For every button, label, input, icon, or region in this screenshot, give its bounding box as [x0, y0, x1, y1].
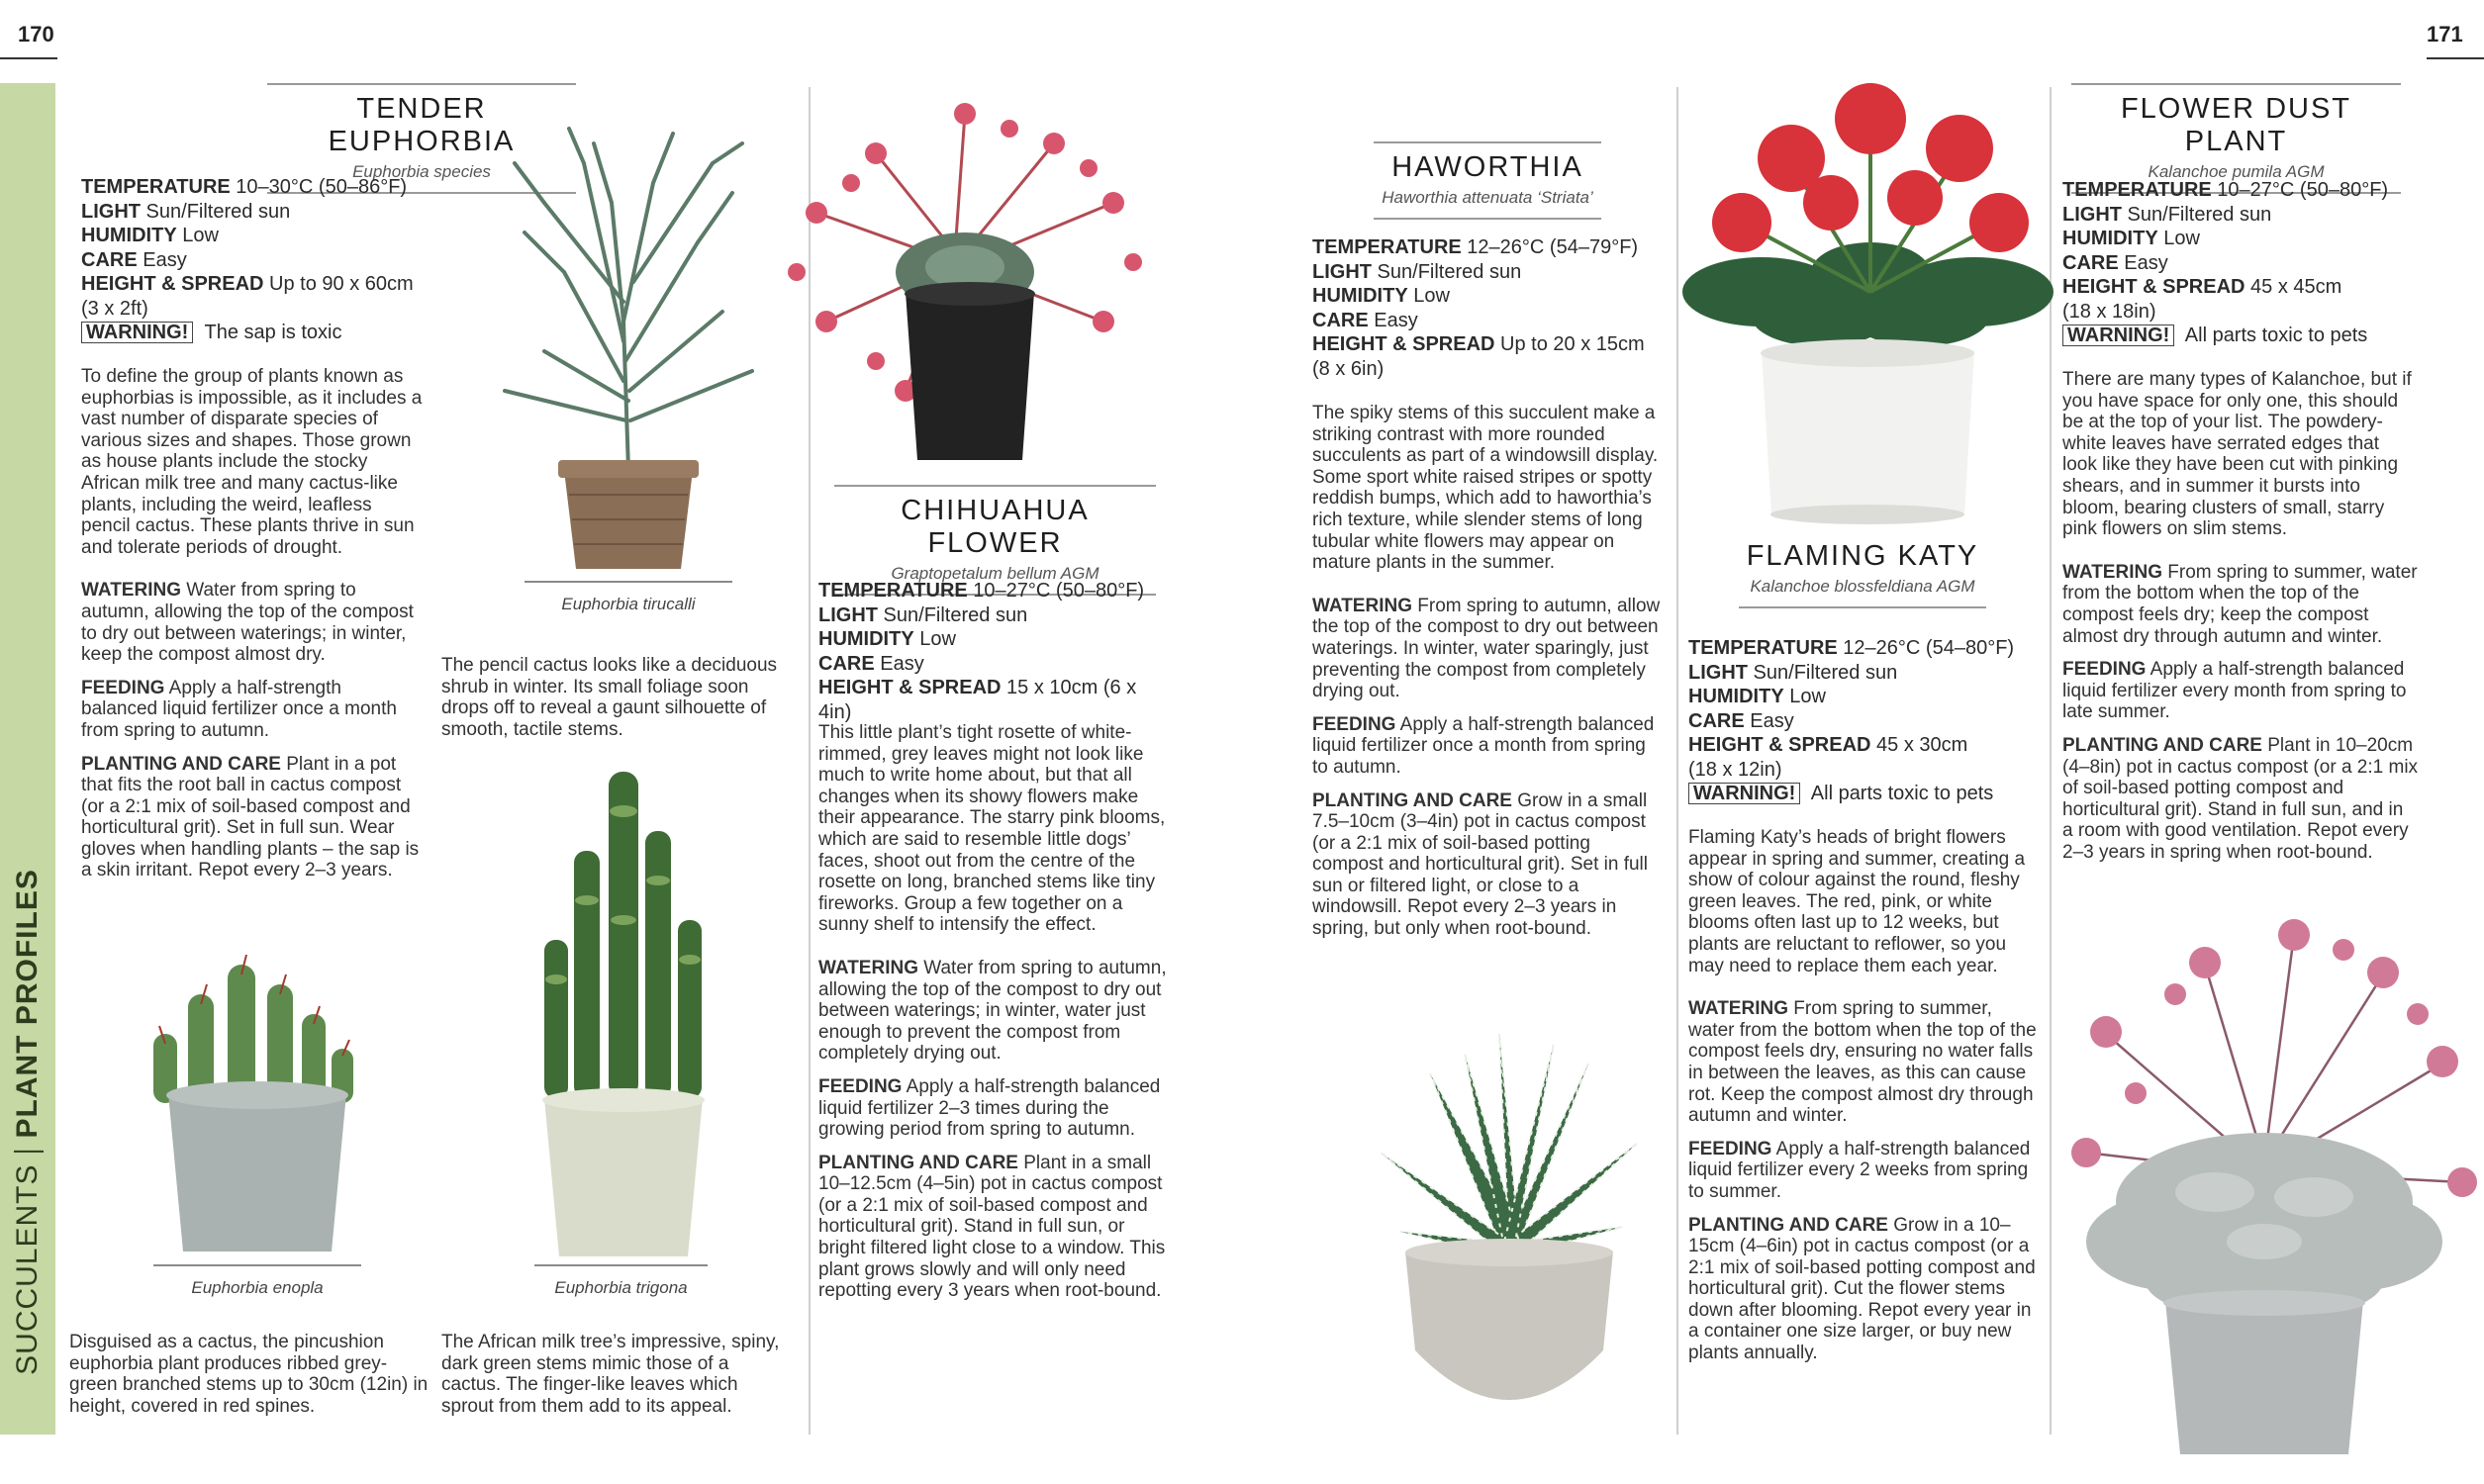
fact-temperature: TEMPERATURE 10–27°C (50–80°F): [818, 580, 1145, 602]
plant-subtitle: Graptopetalum bellum AGM: [891, 564, 1099, 583]
plant-title: TENDER EUPHORBIA: [328, 93, 516, 157]
haworthia-title-block: [1374, 141, 1601, 220]
fact-temperature: TEMPERATURE 10–27°C (50–80°F): [2062, 179, 2389, 201]
euphorbia-trigona-description: The African milk tree’s impressive, spiny, dark green stems mimic those of a cactus. The finger-like leaves which sprout from them add to its appeal.: [441, 1332, 780, 1417]
fact-care: CARE Easy: [818, 652, 924, 675]
haworthia-body: [1312, 403, 1664, 940]
planting-paragraph: PLANTING AND CARE Plant in a small 10–12.5cm (4–5in) pot in cactus compost (or a 2:1 mix of soil-based compost and horticultural grit). Stand in full sun, or bright filtered light close to a window. This plant grows slowly and will only need repotting every 3 years when root-bound.: [818, 1152, 1166, 1302]
intro-paragraph: The spiky stems of this succulent make a striking contrast with more rounded succulents as part of a windowsill display. Some sport white raised stripes or spotty reddish bumps, which add to haworthia’s rich texture, while slender stems of long tubular white flowers may appear on mature plants in the summer.: [1312, 403, 1659, 574]
plant-subtitle: Euphorbia species: [352, 162, 491, 181]
fact-height-spread: HEIGHT & SPREAD Up to 90 x 60cm (3 x 2ft): [81, 273, 414, 320]
fact-light: LIGHT Sun/Filtered sun: [818, 603, 1028, 626]
watering-paragraph: WATERING From spring to summer, water from the bottom when the top of the compost feels dry; keep the compost almost dry through autumn and winter.: [2062, 561, 2418, 647]
watering-paragraph: WATERING Water from spring to autumn, allowing the top of the compost to dry out between waterings; in winter, water just enough to prevent the compost from completely drying out.: [818, 957, 1167, 1065]
haworthia-facts: [1312, 235, 1664, 381]
flower-dust-plant-body: [2062, 369, 2419, 863]
euphorbia-tirucalli-caption: Euphorbia tirucalli: [525, 581, 732, 614]
haworthia-image: [1371, 1014, 1648, 1439]
fact-care: CARE Easy: [1312, 309, 1418, 331]
flaming-katy-facts: [1688, 636, 2045, 806]
caption-rule: [534, 1264, 708, 1266]
intro-paragraph: There are many types of Kalanchoe, but if you have space for only one, this should be at the top of your list. The powdery-white leaves have serrated edges that look like they have been cut with pinking shears, and in summer it bursts into bloom, bearing clusters of small, starry pink flowers on slim stems.: [2062, 369, 2412, 540]
fact-humidity: HUMIDITY Low: [818, 628, 956, 650]
fact-light: LIGHT Sun/Filtered sun: [1688, 661, 1898, 684]
intro-paragraph: This little plant’s tight rosette of white-rimmed, grey leaves might not look like much to write home about, but that all changes when its showy flowers make their appearance. The starry pink blooms, which are said to resemble little dogs’ faces, shoot out from the centre of the rosette on long, branched stems like tiny fireworks. Group a few together on a sunny shelf to intensify the effect.: [818, 722, 1166, 936]
warning-badge: WARNING!: [2062, 325, 2174, 346]
plant-subtitle: Kalanchoe pumila AGM: [2148, 162, 2325, 181]
chihuahua-flower-body: [818, 722, 1177, 1302]
fact-temperature: TEMPERATURE 10–30°C (50–86°F): [81, 176, 408, 198]
fact-care: CARE Easy: [1688, 709, 1794, 732]
title-rule-bottom: [1739, 606, 1986, 608]
watering-paragraph: WATERING Water from spring to autumn, allowing the top of the compost to dry out between waterings; in winter, keep the compost almost dry.: [81, 580, 414, 666]
intro-paragraph: To define the group of plants known as euphorbias is impossible, as it includes a vast number of disparate species of various sizes and shapes. Those grown as house plants include the stocky African milk tree and many cactus-like plants, including the weird, leafless pencil cactus. These plants thrive in sun and tolerate periods of drought.: [81, 366, 423, 558]
flaming-katy-body: [1688, 827, 2043, 1364]
section-tab-label: [11, 869, 45, 1375]
euphorbia-trigona-image: [525, 772, 722, 1261]
fact-humidity: HUMIDITY Low: [1312, 285, 1450, 307]
fact-humidity: HUMIDITY Low: [81, 225, 219, 246]
planting-paragraph: PLANTING AND CARE Plant in a pot that fits the root ball in cactus compost (or a 2:1 mix of soil-based compost and horticultural grit). Set in full sun. Wear gloves when handling plants – the sap is a skin irritant. Repot every 2–3 years.: [81, 753, 420, 881]
euphorbia-tirucalli-image: [485, 124, 772, 579]
flower-dust-plant-image: [2047, 905, 2482, 1459]
feeding-paragraph: FEEDING Apply a half-strength balanced liquid fertilizer every month from spring to late summer.: [2062, 659, 2407, 723]
feeding-paragraph: FEEDING Apply a half-strength balanced liquid fertilizer every 2 weeks from spring to summer.: [1688, 1138, 2031, 1202]
feeding-paragraph: FEEDING Apply a half-strength balanced liquid fertilizer once a month from spring to autumn.: [81, 677, 397, 741]
plant-title: FLOWER DUST PLANT: [2120, 93, 2352, 157]
chihuahua-flower-facts: [818, 579, 1175, 724]
page-number-rule-right: [2427, 57, 2484, 59]
fact-warning: WARNING! All parts toxic to pets: [2062, 324, 2409, 348]
fact-light: LIGHT Sun/Filtered sun: [2062, 203, 2272, 226]
page-number-left: 170: [18, 22, 54, 46]
flower-dust-plant-facts: [2062, 178, 2409, 348]
flaming-katy-title-block: [1739, 532, 1986, 608]
fact-warning: WARNING! All parts toxic to pets: [1688, 782, 2045, 806]
tender-euphorbia-facts: [81, 175, 418, 345]
fact-height-spread: HEIGHT & SPREAD 45 x 45cm (18 x 18in): [2062, 276, 2342, 323]
watering-paragraph: WATERING From spring to autumn, allow the top of the compost to dry out between waterings. In winter, water sparingly, just preventing the compost from completely drying out.: [1312, 595, 1661, 702]
fact-warning: WARNING! The sap is toxic: [81, 321, 418, 345]
fact-height-spread: HEIGHT & SPREAD Up to 20 x 15cm (8 x 6in): [1312, 333, 1645, 380]
feeding-paragraph: FEEDING Apply a half-strength balanced liquid fertilizer once a month from spring to autumn.: [1312, 713, 1655, 778]
intro-paragraph: Flaming Katy’s heads of bright flowers appear in spring and summer, creating a show of colour against the round, fleshy green leaves. The red, pink, or white blooms often last up to 12 weeks, but plants are reluctant to reflower, so you may need to replace them each year.: [1688, 827, 2026, 976]
section-tab-section: SUCCULENTS: [11, 1163, 44, 1375]
page-number-rule-left: [0, 57, 57, 59]
section-tab-category: PLANT PROFILES: [11, 869, 44, 1139]
page-number-right: 171: [2427, 22, 2463, 46]
fact-humidity: HUMIDITY Low: [1688, 686, 1826, 707]
flaming-katy-image: [1672, 64, 2063, 524]
warning-badge: WARNING!: [1688, 783, 1800, 804]
euphorbia-enopla-caption: Euphorbia enopla: [153, 1264, 361, 1298]
euphorbia-enopla-description: Disguised as a cactus, the pincushion euphorbia plant produces ribbed grey-green branched stems up to 30cm (12in) in height, covered in red spines.: [69, 1332, 429, 1417]
euphorbia-trigona-caption: Euphorbia trigona: [534, 1264, 708, 1298]
fact-height-spread: HEIGHT & SPREAD 15 x 10cm (6 x 4in): [818, 677, 1137, 723]
section-tab-divider: [14, 1150, 44, 1152]
section-tab: [0, 83, 55, 1435]
euphorbia-tirucalli-description: The pencil cactus looks like a deciduous shrub in winter. Its small foliage soon drops off to reveal a gaunt silhouette of smooth, tactile stems.: [441, 655, 778, 740]
feeding-paragraph: FEEDING Apply a half-strength balanced liquid fertilizer 2–3 times during the growing period from spring to autumn.: [818, 1075, 1161, 1141]
caption-rule: [525, 581, 732, 583]
watering-paragraph: WATERING From spring to summer, water from the bottom when the top of the compost feels dry, ensuring no water falls in between the leaves, as this can cause rot. Keep the compost almost dry through autumn and winter.: [1688, 998, 2037, 1127]
fact-temperature: TEMPERATURE 12–26°C (54–79°F): [1312, 236, 1639, 258]
fact-care: CARE Easy: [81, 248, 187, 271]
fact-light: LIGHT Sun/Filtered sun: [81, 200, 291, 223]
warning-badge: WARNING!: [81, 322, 193, 343]
fact-light: LIGHT Sun/Filtered sun: [1312, 260, 1522, 283]
caption-rule: [153, 1264, 361, 1266]
plant-title: HAWORTHIA: [1391, 151, 1583, 183]
plant-subtitle: Kalanchoe blossfeldiana AGM: [1750, 577, 1975, 596]
chihuahua-flower-image: [757, 94, 1153, 470]
plant-title: FLAMING KATY: [1746, 540, 1979, 572]
planting-paragraph: PLANTING AND CARE Grow in a 10–15cm (4–6in) pot in cactus compost (or a 2:1 mix of soil-based potting compost and horticultural grit). Cut the flower stems down after blooming. Repot every year in a container one size larger, or buy new plants annually.: [1688, 1214, 2036, 1364]
fact-height-spread: HEIGHT & SPREAD 45 x 30cm (18 x 12in): [1688, 734, 1968, 781]
fact-temperature: TEMPERATURE 12–26°C (54–80°F): [1688, 637, 2015, 659]
euphorbia-enopla-image: [134, 955, 381, 1261]
title-rule-bottom: [1374, 218, 1601, 220]
fact-humidity: HUMIDITY Low: [2062, 228, 2200, 249]
plant-subtitle: Haworthia attenuata ‘Striata’: [1382, 188, 1593, 207]
planting-paragraph: PLANTING AND CARE Grow in a small 7.5–10cm (3–4in) pot in cactus compost (or a 2:1 mix of soil-based potting compost and horticultural grit). Set in full sun or filtered light, or close to a windowsill. Repot every 2–3 years in spring, but only when root-bound.: [1312, 789, 1648, 940]
tender-euphorbia-body: [81, 366, 423, 881]
plant-title: CHIHUAHUA FLOWER: [901, 495, 1090, 559]
planting-paragraph: PLANTING AND CARE Plant in 10–20cm (4–8in) pot in cactus compost (or a 2:1 mix of soil-based potting compost and horticultural grit). Stand in full sun, and in a room with good ventilation. Repot every 2–3 years in spring when root-bound.: [2062, 734, 2419, 863]
fact-care: CARE Easy: [2062, 251, 2168, 274]
